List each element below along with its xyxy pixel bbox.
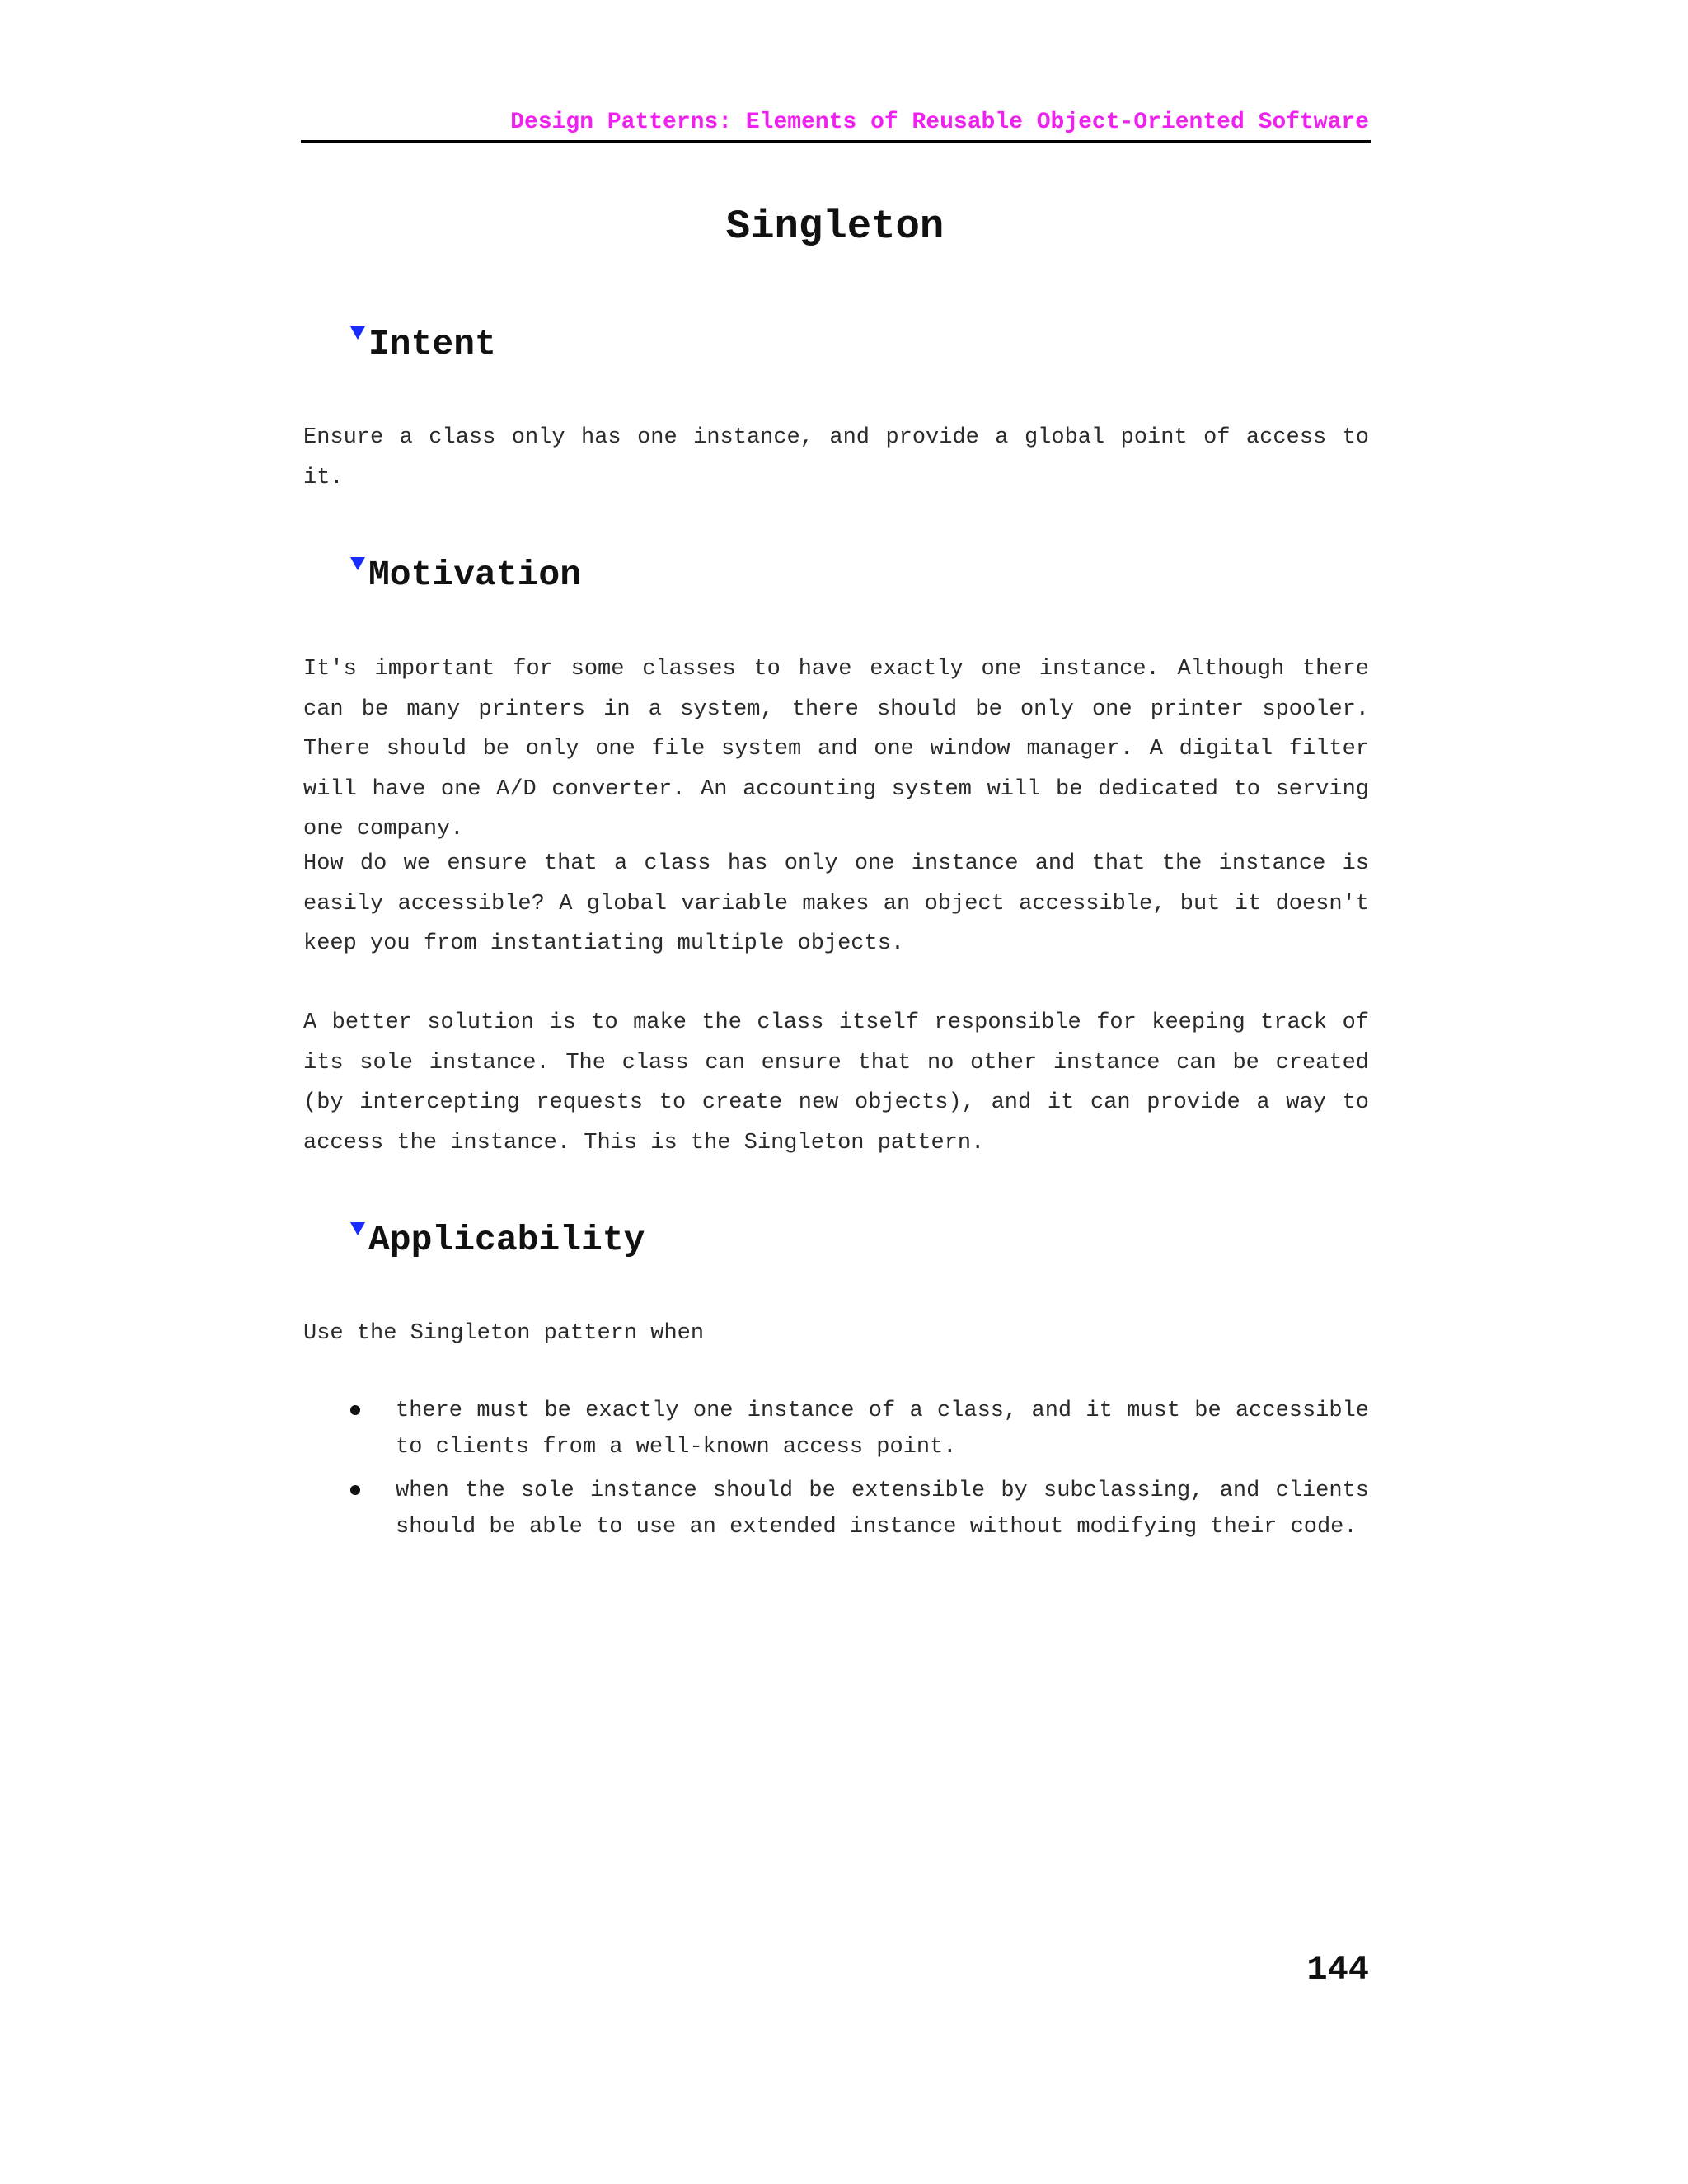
list-item-text: there must be exactly one instance of a class, and it must be accessible to clients from a well-known access point. bbox=[396, 1399, 1369, 1460]
list-item bbox=[346, 1393, 1369, 1465]
intent-paragraph: Ensure a class only has one instance, and provide a global point of access to it. bbox=[303, 425, 1369, 490]
blue-triangle-down-icon bbox=[350, 557, 365, 570]
applicability-intro: Use the Singleton pattern when bbox=[303, 1321, 705, 1346]
motivation-paragraph-3: A better solution is to make the class itself responsible for keeping track of its sole instance. The class can ensure that no other instance can be created (by intercepting requests to create new objects), and it can provide a way to access the instance. This is the Singleton pattern. bbox=[303, 1010, 1369, 1155]
running-header-title: Design Patterns: Elements of Reusable Object-Oriented Software bbox=[510, 110, 1369, 135]
section-heading-applicability-label: Applicability bbox=[368, 1220, 645, 1260]
bullet-dot-icon bbox=[350, 1405, 360, 1415]
section-heading-intent-label: Intent bbox=[368, 324, 496, 364]
section-heading-motivation bbox=[350, 551, 581, 600]
motivation-paragraph-2: How do we ensure that a class has only one instance and that the instance is easily accessible? A global variable makes an object accessible, but it doesn't keep you from instantiating multiple objects. bbox=[303, 851, 1369, 956]
section-heading-motivation-label: Motivation bbox=[368, 555, 582, 595]
running-header bbox=[301, 105, 1369, 140]
list-item-text: when the sole instance should be extensible by subclassing, and clients should be able to use an extended instance without modifying their code. bbox=[396, 1479, 1369, 1540]
bullet-dot-icon bbox=[350, 1485, 360, 1495]
applicability-bullet-list bbox=[346, 1393, 1369, 1553]
section-heading-intent bbox=[350, 320, 496, 369]
section-heading-applicability bbox=[350, 1216, 645, 1265]
motivation-paragraph-1: It's important for some classes to have exactly one instance. Although there can be many printers in a system, there should be only one printer spooler. There should be only one file system and one window manager. A digital filter will have one A/D converter. An accounting system will be dedicated to serving one company. bbox=[303, 657, 1369, 841]
header-rule bbox=[301, 140, 1371, 143]
page-number: 144 bbox=[1306, 1950, 1369, 1990]
blue-triangle-down-icon bbox=[350, 326, 365, 340]
page-title: Singleton bbox=[725, 204, 945, 250]
blue-triangle-down-icon bbox=[350, 1222, 365, 1235]
list-item bbox=[346, 1473, 1369, 1545]
